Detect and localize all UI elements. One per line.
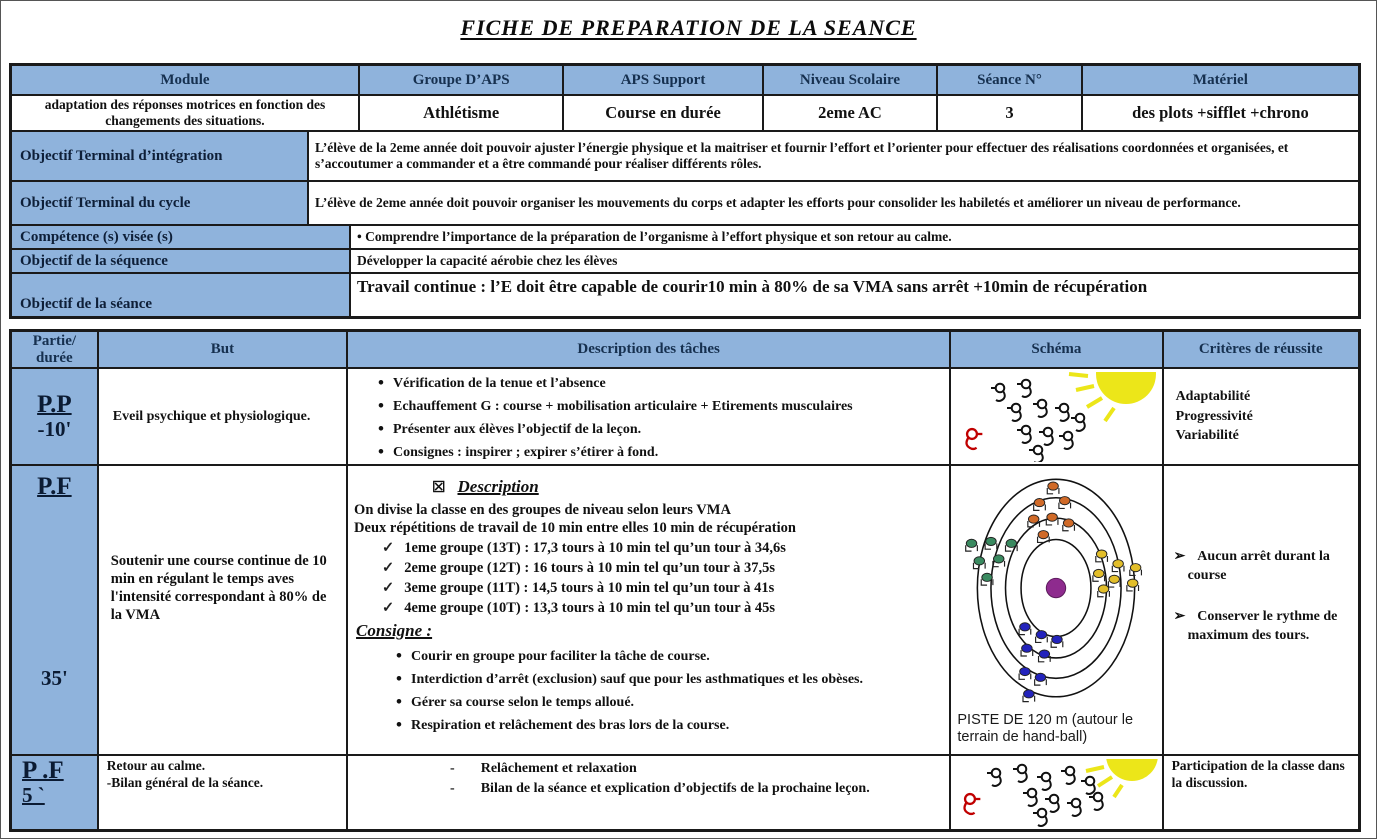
- criteria-item: ➢ Aucun arrêt durant la course: [1174, 548, 1352, 586]
- criteria-cell: [1163, 465, 1359, 755]
- criteria-item: ➢ Conserver le rythme de maximum des tours.: [1174, 608, 1352, 646]
- objective-row: [11, 249, 1359, 273]
- sun-icon: [1086, 759, 1158, 797]
- value-groupe-aps: Athlétisme: [359, 95, 563, 131]
- description-intro: Deux répétitions de travail de 10 min entre elles 10 min de récupération: [354, 520, 796, 537]
- objective-text: • Comprendre l’importance de la préparation de l’organisme à l’effort physique et son retour au calme.: [350, 225, 1359, 249]
- criteria-item: Adaptabilité: [1175, 389, 1251, 405]
- header-module: Module: [11, 65, 359, 95]
- description-heading: ☒ Description: [432, 477, 539, 496]
- value-module: adaptation des réponses motrices en fonction des changements des situations.: [11, 95, 359, 131]
- objective-label: Objectif Terminal d’intégration: [11, 131, 308, 181]
- info-table-header-row: [11, 65, 1359, 95]
- but-line: -Bilan général de la séance.: [106, 774, 264, 790]
- criteria-item: Variabilité: [1175, 428, 1239, 444]
- table-row-main-work: [11, 465, 1359, 755]
- consigne-heading: Consigne :: [356, 620, 433, 640]
- task-item: - Relâchement et relaxation: [354, 760, 943, 778]
- task-item: - Bilan de la séance et explication d’objectifs de la prochaine leçon.: [354, 780, 943, 798]
- part-duration: 35': [40, 665, 68, 690]
- criteria-list: [1174, 548, 1352, 646]
- objective-row: [11, 273, 1359, 317]
- consigne-list: [354, 644, 943, 736]
- group-item: ✓ 2eme groupe (12T) : 16 tours à 10 min tel qu’un tour à 37,5s: [354, 559, 943, 578]
- tasks-cell: [347, 465, 950, 755]
- criteria-cell: [1163, 755, 1359, 830]
- header-groupe-aps: Groupe D’APS: [359, 65, 563, 95]
- part-duration: 5 `: [22, 783, 45, 808]
- part-label: P.P: [37, 390, 72, 418]
- value-seance-n: 3: [937, 95, 1082, 131]
- header-aps-support: APS Support: [563, 65, 762, 95]
- objective-text: L’élève de 2eme année doit pouvoir organiser les mouvements du corps et adapter les efforts pour consolider les habiletés et améliorer un niveau de performance.: [308, 181, 1359, 225]
- header-criteres-reussite: Critères de réussite: [1163, 331, 1359, 368]
- consigne-item: • Interdiction d’arrêt (exclusion) sauf que pour les asthmatiques et les obèses.: [354, 667, 943, 689]
- page-title: FICHE DE PREPARATION DE LA SEANCE: [460, 15, 917, 40]
- teacher-figure: [964, 794, 980, 814]
- session-table-header-row: [11, 331, 1359, 368]
- warmup-runners-schema: [954, 372, 1159, 462]
- task-item: • Présenter aux élèves l’objectif de la leçon.: [378, 417, 943, 439]
- header-description-taches: Description des tâches: [347, 331, 950, 368]
- part-duration-cell: [11, 368, 98, 465]
- objective-row: [11, 131, 1359, 181]
- cooldown-runners-schema: [954, 759, 1159, 827]
- schema-cell: [950, 368, 1162, 465]
- tasks-cell: [347, 368, 950, 465]
- objective-row: [11, 181, 1359, 225]
- objective-row: [11, 225, 1359, 249]
- consigne-item: • Gérer sa course selon le temps alloué.: [354, 690, 943, 712]
- header-but: But: [98, 331, 347, 368]
- consigne-item: • Courir en groupe pour faciliter la tâche de course.: [354, 644, 943, 666]
- description-intro: On divise la classe en des groupes de niveau selon leurs VMA: [354, 501, 731, 518]
- objective-label: Compétence (s) visée (s): [11, 225, 350, 249]
- part-duration-cell: [11, 755, 98, 830]
- part-label: P.F: [37, 473, 72, 500]
- consigne-item: • Respiration et relâchement des bras lors de la course.: [354, 713, 943, 735]
- task-list: [378, 370, 943, 464]
- value-niveau-scolaire: 2eme AC: [763, 95, 937, 131]
- group-item: ✓ 1eme groupe (13T) : 17,3 tours à 10 min tel qu’un tour à 34,6s: [354, 539, 943, 558]
- center-marker: [1047, 578, 1066, 597]
- checked-box-icon: ☒: [432, 480, 446, 496]
- group-blue: [1019, 623, 1063, 702]
- part-label: P .F: [22, 757, 64, 784]
- but-cell: Soutenir une course continue de 10 min en régulant le temps aves l'intensité correspondant à 80% de la VMA: [98, 465, 347, 755]
- objective-label: Objectif de la séance: [11, 273, 350, 317]
- value-aps-support: Course en durée: [563, 95, 762, 131]
- but-cell: Eveil psychique et physiologique.: [98, 368, 347, 465]
- track-caption: PISTE DE 120 m (autour le terrain de hand-ball): [957, 712, 1134, 746]
- criteria-cell: [1163, 368, 1359, 465]
- objective-text: Développer la capacité aérobie chez les élèves: [350, 249, 1359, 273]
- part-duration-cell: [11, 465, 98, 755]
- criteria-item: Participation de la classe dans la discussion.: [1171, 758, 1345, 790]
- info-table: [9, 63, 1361, 319]
- task-list: [354, 760, 943, 798]
- part-duration: -10': [37, 417, 72, 442]
- task-item: • Consignes : inspirer ; expirer s’étirer à fond.: [378, 440, 943, 462]
- task-item: • Echauffement G : course + mobilisation articulaire + Etirements musculaires: [378, 394, 943, 416]
- teacher-figure: [966, 429, 982, 449]
- group-item: ✓ 3eme groupe (11T) : 14,5 tours à 10 min tel qu’un tour à 41s: [354, 579, 943, 598]
- table-row-cooldown: [11, 755, 1359, 830]
- header-partie-duree: Partie/ durée: [11, 331, 98, 368]
- header-seance-n: Séance N°: [937, 65, 1082, 95]
- header-niveau-scolaire: Niveau Scolaire: [763, 65, 937, 95]
- group-orange: [1028, 482, 1075, 542]
- schema-cell: [950, 755, 1162, 830]
- but-cell: [98, 755, 347, 830]
- objective-text: L’élève de la 2eme année doit pouvoir ajuster l’énergie physique et la maitriser et fournir l’effort et l’orienter pour effectuer des réalisations coordonnées et organisées, et s’accoutumer a commander et a être commandé pour réaliser différents rôles.: [308, 131, 1359, 181]
- session-table: [9, 329, 1361, 832]
- header-materiel: Matériel: [1082, 65, 1359, 95]
- track-schema: [956, 468, 1156, 710]
- tasks-cell: [347, 755, 950, 830]
- value-materiel: des plots +sifflet +chrono: [1082, 95, 1359, 131]
- schema-cell: [950, 465, 1162, 755]
- header-schema: Schéma: [950, 331, 1162, 368]
- info-table-values-row: [11, 95, 1359, 131]
- criteria-item: Progressivité: [1175, 408, 1253, 424]
- group-item: ✓ 4eme groupe (10T) : 13,3 tours à 10 min tel qu’un tour à 45s: [354, 599, 943, 618]
- objective-label: Objectif Terminal du cycle: [11, 181, 308, 225]
- objective-text: Travail continue : l’E doit être capable de courir10 min à 80% de sa VMA sans arrêt +10min de récupération: [350, 273, 1359, 317]
- group-list: [354, 539, 943, 617]
- table-row-warmup: [11, 368, 1359, 465]
- but-line: Retour au calme.: [106, 758, 206, 773]
- objective-label: Objectif de la séquence: [11, 249, 350, 273]
- task-item: • Vérification de la tenue et l’absence: [378, 371, 943, 393]
